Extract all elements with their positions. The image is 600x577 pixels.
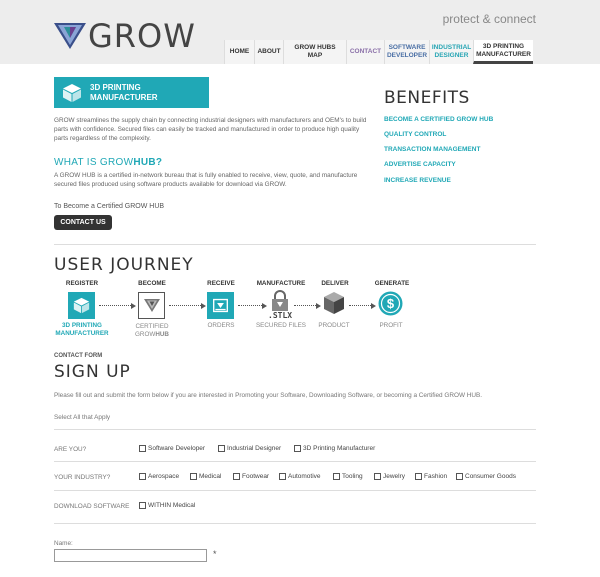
- nav-software-developer[interactable]: SOFTWARE DEVELOPER: [384, 40, 429, 64]
- option-3d-printing-manufacturer[interactable]: 3D Printing Manufacturer: [294, 445, 375, 452]
- step-manufacture-label: MANUFACTURE: [256, 280, 306, 287]
- user-journey-title: USER JOURNEY: [54, 255, 194, 275]
- hero-banner: [54, 77, 209, 108]
- checkbox[interactable]: [415, 473, 422, 480]
- tagline: protect & connect: [442, 12, 536, 26]
- nav-about[interactable]: ABOUT: [254, 40, 283, 64]
- nav-home[interactable]: HOME: [224, 40, 254, 64]
- benefit-item[interactable]: QUALITY CONTROL: [384, 131, 447, 138]
- arrow-5-head: [371, 303, 376, 309]
- grow-logo-icon: [144, 299, 160, 313]
- arrow-2-head: [201, 303, 206, 309]
- step-manufacture-caption: SECURED FILES: [255, 322, 307, 329]
- are-you-label: ARE YOU?: [54, 446, 87, 453]
- arrow-1: [99, 305, 131, 306]
- name-label: Name:: [54, 540, 73, 547]
- divider: [54, 429, 536, 430]
- step-generate-label: GENERATE: [374, 280, 410, 287]
- benefit-item[interactable]: INCREASE REVENUE: [384, 177, 451, 184]
- download-software-label: DOWNLOAD SOFTWARE: [54, 503, 130, 510]
- step-deliver-label: DELIVER: [321, 280, 349, 287]
- checkbox[interactable]: [333, 473, 340, 480]
- checkbox[interactable]: [218, 445, 225, 452]
- signup-description: Please fill out and submit the form below if you are interested in Promoting your Software, Downloading Software, or becoming a Certified GROW HUB.: [54, 392, 483, 399]
- divider: [54, 244, 536, 245]
- inbox-icon: [212, 297, 229, 314]
- checkbox[interactable]: [279, 473, 286, 480]
- step-become-caption-line1: CERTIFIED: [135, 323, 169, 330]
- step-register-label: REGISTER: [65, 280, 99, 287]
- arrow-2: [169, 305, 201, 306]
- step-receive-caption: ORDERS: [207, 322, 235, 329]
- checkbox[interactable]: [139, 473, 146, 480]
- required-mark: *: [213, 549, 217, 559]
- divider: [54, 490, 536, 491]
- hero-title: 3D PRINTING MANUFACTURER: [90, 82, 158, 102]
- option-fashion[interactable]: Fashion: [415, 473, 447, 480]
- header: [0, 0, 600, 64]
- option-industrial-designer[interactable]: Industrial Designer: [218, 445, 281, 452]
- step-become-caption-grow: GROW: [135, 331, 156, 338]
- step-generate-caption: PROFIT: [379, 322, 403, 329]
- step-deliver-caption: PRODUCT: [318, 322, 350, 329]
- step-become-caption-hub: HUB: [155, 331, 169, 338]
- step-become-label: BECOME: [138, 280, 166, 287]
- intro-text: GROW streamlines the supply chain by connecting industrial designers with manufacturers and OEM's to build parts with confidence. Secured files can easily be tracked and manufactured in order to produce high quality parts regardless of the complexity.: [54, 117, 367, 142]
- nav-3d-printing-manufacturer[interactable]: 3D PRINTING MANUFACTURER: [473, 40, 533, 64]
- step-become-caption: [119, 323, 185, 339]
- benefit-item[interactable]: ADVERTISE CAPACITY: [384, 161, 456, 168]
- arrow-5: [349, 305, 371, 306]
- what-is-growhub-heading: [54, 157, 162, 168]
- divider: [54, 461, 536, 462]
- padlock-icon: [270, 290, 290, 312]
- checkbox[interactable]: [233, 473, 240, 480]
- divider: [54, 523, 536, 524]
- select-all-label: Select All that Apply: [54, 414, 111, 421]
- grow-logo[interactable]: [54, 18, 196, 54]
- nav-contact[interactable]: CONTACT: [346, 40, 384, 64]
- benefit-item[interactable]: BECOME A CERTIFIED GROW HUB: [384, 116, 494, 123]
- product-cube-icon: [323, 291, 345, 315]
- checkbox[interactable]: [139, 502, 146, 509]
- option-automotive[interactable]: Automotive: [279, 473, 321, 480]
- benefits-title: BENEFITS: [384, 88, 470, 108]
- option-software-developer[interactable]: Software Developer: [139, 445, 205, 452]
- arrow-3: [238, 305, 262, 306]
- what-grow: GROW: [99, 157, 134, 168]
- option-tooling[interactable]: Tooling: [333, 473, 363, 480]
- checkbox[interactable]: [456, 473, 463, 480]
- checkbox[interactable]: [294, 445, 301, 452]
- nav-industrial-designer[interactable]: INDUSTRIAL DESIGNER: [429, 40, 473, 64]
- what-prefix: WHAT IS: [54, 157, 100, 168]
- cube-icon: [73, 297, 90, 314]
- option-consumer-goods[interactable]: Consumer Goods: [456, 473, 516, 480]
- name-input[interactable]: [54, 549, 207, 562]
- cube-icon: [62, 83, 82, 103]
- become-label: To Become a Certified GROW HUB: [54, 203, 165, 210]
- contact-form-label: CONTACT FORM: [54, 353, 103, 359]
- option-footwear[interactable]: Footwear: [233, 473, 269, 480]
- what-is-growhub-body: A GROW HUB is a certified in-network bureau that is fully enabled to receive, view, quote, and manufacture secured files produced using software products available for download via GROW.: [54, 172, 358, 188]
- contact-us-button[interactable]: CONTACT US: [54, 215, 112, 230]
- signup-title: SIGN UP: [54, 362, 131, 382]
- benefit-item[interactable]: TRANSACTION MANAGEMENT: [384, 146, 481, 153]
- what-hub: HUB?: [133, 157, 163, 168]
- arrow-4: [294, 305, 316, 306]
- grow-triangle-logo-icon: [54, 21, 86, 51]
- option-within-medical[interactable]: WITHIN Medical: [139, 502, 195, 509]
- arrow-4-head: [316, 303, 321, 309]
- option-jewelry[interactable]: Jewelry: [374, 473, 405, 480]
- option-aerospace[interactable]: Aerospace: [139, 473, 179, 480]
- step-become-box: [138, 292, 165, 319]
- step-register-box: [68, 292, 95, 319]
- industry-label: YOUR INDUSTRY?: [54, 474, 111, 481]
- main-nav: [224, 40, 533, 64]
- logo-text: GROW: [88, 17, 196, 55]
- nav-grow-hubs-map[interactable]: GROW HUBS MAP: [283, 40, 346, 64]
- svg-text:$: $: [386, 296, 395, 311]
- arrow-3-head: [262, 303, 267, 309]
- step-receive-label: RECEIVE: [207, 280, 235, 287]
- arrow-1-head: [131, 303, 136, 309]
- checkbox[interactable]: [190, 473, 197, 480]
- checkbox[interactable]: [374, 473, 381, 480]
- stlx-badge: .STLX: [268, 311, 293, 320]
- step-receive-box: [207, 292, 234, 319]
- step-register-caption: 3D PRINTING MANUFACTURER: [55, 322, 109, 337]
- checkbox[interactable]: [139, 445, 146, 452]
- option-medical[interactable]: Medical: [190, 473, 221, 480]
- dollar-icon: [378, 291, 403, 316]
